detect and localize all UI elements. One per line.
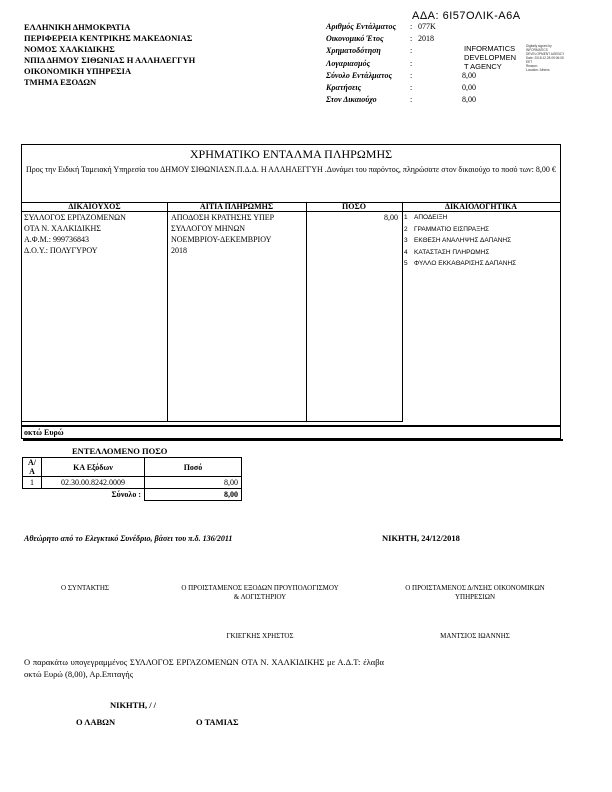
head-director-name: ΜΑΝΤΣΙΟΣ ΙΩΑΝΝΗΣ [440, 632, 510, 640]
document-item [404, 258, 516, 270]
row-amount: 8,00 [145, 477, 242, 489]
document-name: ΦΥΛΛΟ ΕΚΚΑΘΑΡΙΣΗΣ ΔΑΠΑΝΗΣ [414, 260, 517, 267]
header-documents: ΔΙΚΑΙΟΛΟΓΗΤΙΚΑ [402, 202, 560, 212]
head-director-role: Ο ΠΡΟΙΣΤΑΜΕΝΟΣ Δ/ΝΣΗΣ ΟΙΚΟΝΟΜΙΚΩΝ ΥΠΗΡΕΣΙΩΝ [405, 584, 545, 601]
receipt-statement: Ο παρακάτω υπογεγραμμένος ΣΥΛΛΟΓΟΣ ΕΡΓΑΖΟΜΕΝΩΝ ΟΤΑ Ν. ΧΑΛΚΙΔΙΚΗΣ με Α.Δ.Τ: έλαβα οκτώ Ευρώ (8,00), Αρ.Επιταγής [24, 657, 384, 679]
withholdings-label: Κρατήσεις [326, 82, 362, 92]
cause-cell [171, 212, 305, 256]
signature-line: DEVELOPMEN [464, 53, 517, 62]
warrant-number: 077Κ [418, 22, 436, 31]
cause-line: ΣΥΛΛΟΓΟΥ ΜΗΝΩΝ [171, 224, 246, 233]
ordered-amount-title: ΕΝΤΕΛΛΟΜΕΝΟ ΠΟΣΟ [72, 446, 168, 456]
signature-detail: Date: 2018.12.28 09:06:05 [526, 56, 564, 60]
fiscal-year-label: Οικονομικό Έτος [326, 34, 384, 44]
colon: : [410, 34, 413, 44]
signature-detail: EET [526, 60, 533, 64]
withholdings-value: 0,00 [462, 82, 476, 92]
colon: : [410, 70, 413, 80]
ordered-amount-table [22, 457, 242, 501]
cause-line: 2018 [171, 246, 187, 255]
col-code: ΚΑ Εξόδων [42, 458, 145, 477]
colon: : [410, 82, 413, 92]
beneficiary-cell [24, 212, 166, 256]
amount-in-words: οκτώ Ευρώ [21, 426, 561, 439]
colon: : [410, 22, 413, 31]
account-label: Λογαριασμός [326, 58, 371, 68]
organization-header [24, 22, 195, 88]
table-row [23, 477, 242, 489]
warrant-meta [326, 22, 478, 107]
to-beneficiary-row [326, 95, 478, 107]
composer-role: Ο ΣΥΝΤΑΚΤΗΣ [61, 584, 109, 592]
receipt-place-date: ΝΙΚΗΤΗ, / / [110, 700, 157, 710]
org-line: ΠΕΡΙΦΕΡΕΙΑ ΚΕΝΤΡΙΚΗΣ ΜΑΚΕΔΟΝΙΑΣ [24, 33, 193, 43]
ada-code: ΑΔΑ: 6Ι57ΟΛΙΚ-Α6Α [412, 10, 521, 22]
head-expenses-role: Ο ΠΡΟΙΣΤΑΜΕΝΟΣ ΕΞΟΔΩΝ ΠΡΟΥΠΟΛΟΓΙΣΜΟΥ & ΛΟΓΙΣΤΗΡΙΟΥ [181, 584, 339, 601]
to-beneficiary-label: Στον Δικαιούχο [326, 95, 377, 105]
words-box-shadow [23, 439, 563, 441]
table-bottom-rule [22, 421, 402, 422]
colon: : [410, 58, 413, 68]
warrant-number-label: Αριθμός Εντάλματος [326, 22, 397, 31]
col-aa: Α/Α [23, 458, 42, 477]
document-title: ΧΡΗΜΑΤΙΚΟ ΕΝΤΑΛΜΑ ΠΛΗΡΩΜΗΣ [189, 147, 393, 161]
header-cause: ΑΙΤΙΑ ΠΛΗΡΩΜΗΣ [167, 202, 306, 212]
beneficiary-line: ΣΥΛΛΟΓΟΣ ΕΡΓΑΖΟΜΕΝΩΝ [24, 213, 126, 222]
total-label: Σύνολο : [42, 489, 145, 501]
column-divider [306, 202, 307, 422]
digital-signature [464, 44, 516, 71]
document-item [404, 247, 516, 259]
col-amount: Ποσό [145, 458, 242, 477]
row-code: 02.30.00.8242.0009 [42, 477, 145, 489]
funding-row [326, 46, 478, 58]
signature-detail: INFORMATICS [526, 48, 548, 52]
signature-detail: Digitally signed by [526, 44, 552, 48]
cashier-label: Ο ΤΑΜΙΑΣ [196, 717, 239, 727]
beneficiary-line: ΟΤΑ Ν. ΧΑΛΚΙΔΙΚΗΣ [24, 224, 101, 233]
document-number: 2 [404, 225, 408, 233]
document-number: 3 [404, 237, 408, 244]
org-line: ΕΛΛΗΝΙΚΗ ΔΗΜΟΚΡΑΤΙΑ [24, 22, 131, 32]
warrant-intro: Προς την Ειδική Ταμειακή Υπηρεσία του ΔΗΜΟΥ ΣΙΘΩΝΙΑΣΝ.Π.Δ.Δ. Η ΑΛΛΗΛΕΓΓΥΗ .Δυνάμει του παρόντος, πληρώσατε στον δικαιούχο το ποσό των: 8,00 € [26, 165, 556, 174]
document-number: 1 [404, 214, 408, 221]
withholdings-row [326, 83, 478, 95]
signature-line: INFORMATICS [464, 44, 516, 53]
receiver-label: Ο ΛΑΒΩΝ [76, 717, 116, 727]
document-name: ΓΡΑΜΜΑΤΙΟ ΕΙΣΠΡΑΞΗΣ [414, 225, 490, 233]
funding-label: Χρηματοδότηση [326, 46, 381, 56]
audit-certification [24, 533, 324, 544]
cause-line: ΑΠΟΔΟΣΗ ΚΡΑΤΗΣΗΣ ΥΠΕΡ [171, 213, 275, 222]
document-name: ΕΚΘΕΣΗ ΑΝΑΛΗΨΗΣ ΔΑΠΑΝΗΣ [414, 237, 512, 244]
org-line: ΝΠΙΔ ΔΗΜΟΥ ΣΙΘΩΝΙΑΣ Η ΑΛΛΗΛΕΓΓΥΗ [24, 55, 196, 65]
place-date: ΝΙΚΗΤΗ, 24/12/2018 [382, 533, 460, 543]
certification-text: Αθεώρητο από το Ελεγκτικό Συνέδριο, βάσει του π.δ. 136/2011 [24, 534, 233, 543]
row-aa: 1 [23, 477, 42, 489]
total-row [326, 71, 478, 83]
account-row [326, 59, 478, 71]
column-divider [402, 202, 403, 422]
table-header-row [23, 458, 242, 477]
document-item [404, 235, 516, 247]
signature-detail: DEVELOPMENT AGENCY [526, 52, 565, 56]
colon: : [410, 46, 413, 56]
signature-line: T AGENCY [464, 62, 502, 71]
document-item [404, 224, 516, 236]
total-value: 8,00 [462, 70, 476, 80]
org-line: ΝΟΜΟΣ ΧΑΛΚΙΔΙΚΗΣ [24, 44, 115, 54]
signature-detail: Reason: [526, 64, 538, 68]
document-item [404, 212, 516, 224]
to-beneficiary-value: 8,00 [462, 95, 476, 105]
beneficiary-line: Α.Φ.Μ.: 999736843 [24, 235, 89, 244]
org-line: ΟΙΚΟΝΟΜΙΚΗ ΥΠΗΡΕΣΙΑ [24, 66, 132, 76]
amount-cell: 8,00 [384, 213, 398, 222]
cause-line: ΝΟΕΜΒΡΙΟΥ-ΔΕΚΕΜΒΡΙΟΥ [171, 235, 272, 244]
warrant-number-row [326, 22, 478, 34]
warrant-main-box [21, 144, 561, 426]
total-amount: 8,00 [145, 489, 242, 501]
org-line: ΤΜΗΜΑ ΕΞΟΔΩΝ [24, 77, 97, 87]
fiscal-year-row [326, 34, 478, 46]
digital-signature-details [526, 44, 564, 72]
fiscal-year: 2018 [418, 34, 434, 44]
total-label: Σύνολο Εντάλματος [326, 70, 393, 80]
total-row [23, 489, 242, 501]
header-amount: ΠΟΣΟ [306, 202, 402, 212]
document-name: ΚΑΤΑΣΤΑΣΗ ΠΛΗΡΩΜΗΣ [414, 248, 490, 256]
document-name: ΑΠΟΔΕΙΞΗ [414, 214, 448, 221]
signature-detail: Location: Athens [526, 68, 550, 72]
documents-list [404, 212, 516, 270]
column-divider [167, 202, 168, 422]
document-number: 5 [404, 260, 408, 267]
colon: : [410, 95, 413, 105]
document-number: 4 [404, 248, 408, 256]
header-beneficiary: ΔΙΚΑΙΟΥΧΟΣ [22, 202, 167, 212]
head-expenses-name: ΓΚΙΕΓΚΗΣ ΧΡΗΣΤΟΣ [226, 632, 294, 640]
beneficiary-line: Δ.Ο.Υ.: ΠΟΛΥΓΥΡΟΥ [24, 246, 98, 255]
